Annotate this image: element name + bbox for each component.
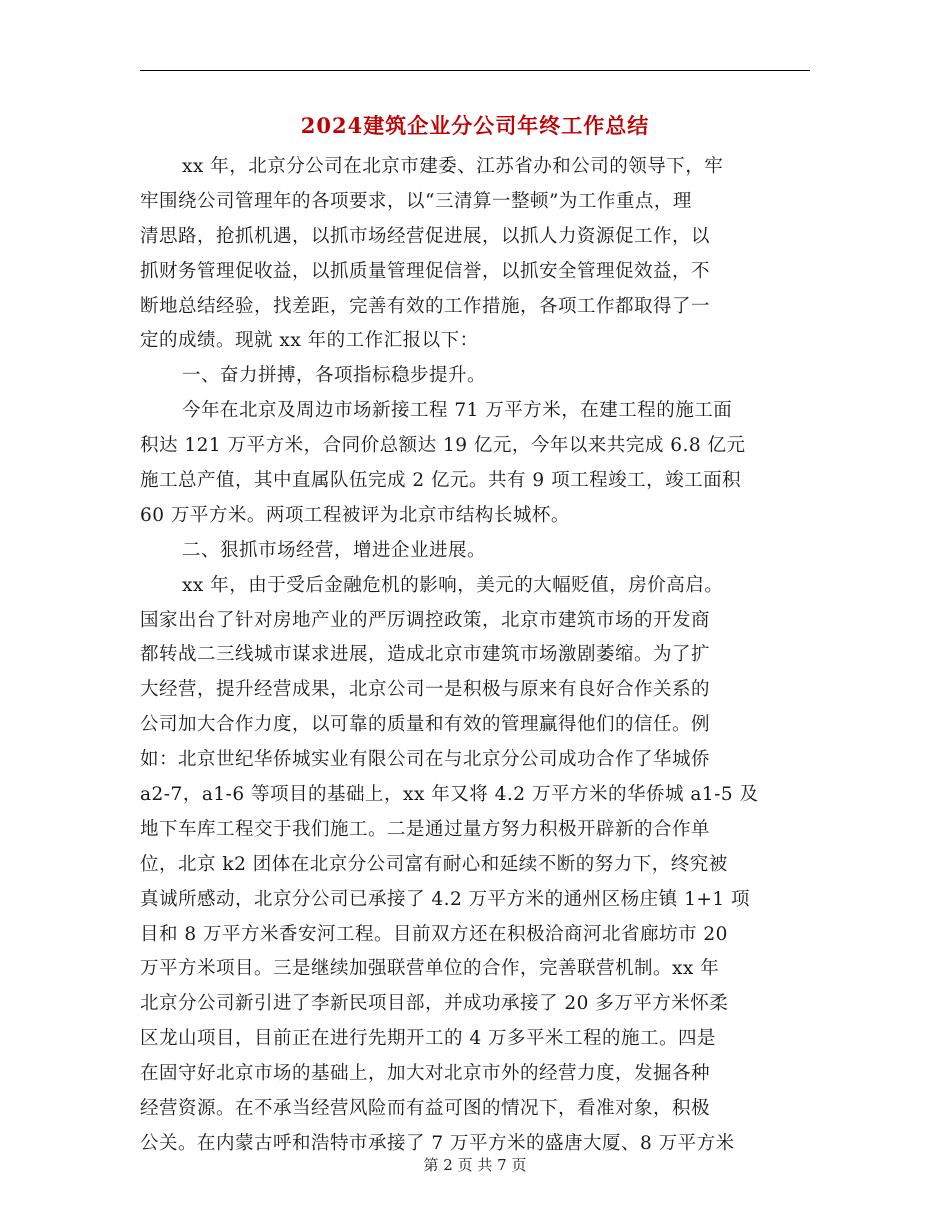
section-heading: 一、奋力拼搏，各项指标稳步提升。	[182, 365, 487, 387]
header-rule	[140, 70, 810, 71]
paragraph-line: xx 年，北京分公司在北京市建委、江苏省办和公司的领导下，牢	[182, 156, 724, 177]
paragraph-line: 断地总结经验，找差距，完善有效的工作措施，各项工作都取得了一	[140, 295, 711, 317]
paragraph-line: 区龙山项目，目前正在进行先期开工的 4 万多平米工程的施工。四是	[140, 1028, 717, 1050]
paragraph-line: 位，北京 k2 团体在北京分公司富有耐心和延续不断的努力下，终究被	[140, 853, 728, 875]
paragraph-line: 60 万平方米。两项工程被评为北京市结构长城杯。	[140, 504, 570, 526]
paragraph-line: 牢围绕公司管理年的各项要求，以“三清算一整顿”为工作重点，理	[140, 190, 692, 212]
paragraph-line: 地下车库工程交于我们施工。二是通过量方努力积极开辟新的合作单	[140, 818, 711, 840]
paragraph-line: a2-7，a1-6 等项目的基础上，xx 年又将 4.2 万平方米的华侨城 a1-5 及	[140, 784, 759, 806]
paragraph-line: 北京分公司新引进了李新民项目部，并成功承接了 20 多万平方米怀柔	[140, 993, 729, 1015]
paragraph-line: 今年在北京及周边市场新接工程 71 万平方米，在建工程的施工面	[182, 400, 733, 422]
document-body	[140, 150, 810, 1162]
page-number: 第 2 页 共 7 页	[423, 1156, 527, 1174]
paragraph-line: 公司加大合作力度，以可靠的质量和有效的管理赢得他们的信任。例	[140, 714, 711, 736]
section-heading: 二、狠抓市场经营，增进企业进展。	[182, 539, 487, 561]
paragraph-line: xx 年，由于受后金融危机的影响，美元的大幅贬值，房价高启。	[182, 574, 724, 596]
paragraph-line: 真诚所感动，北京分公司已承接了 4.2 万平方米的通州区杨庄镇 1+1 项	[140, 888, 750, 910]
paragraph-line: 万平方米项目。三是继续加强联营单位的合作，完善联营机制。xx 年	[140, 958, 720, 980]
paragraph-line: 定的成绩。现就 xx 年的工作汇报以下：	[140, 330, 479, 352]
paragraph-line: 公关。在内蒙古呼和浩特市承接了 7 万平方米的盛唐大厦、8 万平方米	[140, 1132, 735, 1154]
paragraph-line: 施工总产值，其中直属队伍完成 2 亿元。共有 9 项工程竣工，竣工面积	[140, 470, 742, 492]
paragraph-line: 如：北京世纪华侨城实业有限公司在与北京分公司成功合作了华城侨	[140, 749, 711, 771]
paragraph-line: 清思路，抢抓机遇，以抓市场经营促进展，以抓人力资源促工作，以	[140, 225, 711, 247]
paragraph-line: 抓财务管理促收益，以抓质量管理促信誉，以抓安全管理促效益，不	[140, 260, 711, 282]
paragraph-line: 积达 121 万平方米，合同价总额达 19 亿元，今年以来共完成 6.8 亿元	[140, 435, 746, 457]
paragraph-line: 都转战二三线城市谋求进展，造成北京市建筑市场激剧萎缩。为了扩	[140, 644, 711, 666]
paragraph-line: 在固守好北京市场的基础上，加大对北京市外的经营力度，发掘各种	[140, 1063, 711, 1085]
document-title: 2024建筑企业分公司年终工作总结	[300, 113, 650, 138]
paragraph-line: 目和 8 万平方米香安河工程。目前双方还在积极洽商河北省廊坊市 20	[140, 923, 728, 945]
paragraph-line: 经营资源。在不承当经营风险而有益可图的情况下，看准对象，积极	[140, 1098, 711, 1120]
paragraph-line: 国家出台了针对房地产业的严厉调控政策，北京市建筑市场的开发商	[140, 609, 711, 631]
paragraph-line: 大经营，提升经营成果，北京公司一是积极与原来有良好合作关系的	[140, 679, 711, 701]
